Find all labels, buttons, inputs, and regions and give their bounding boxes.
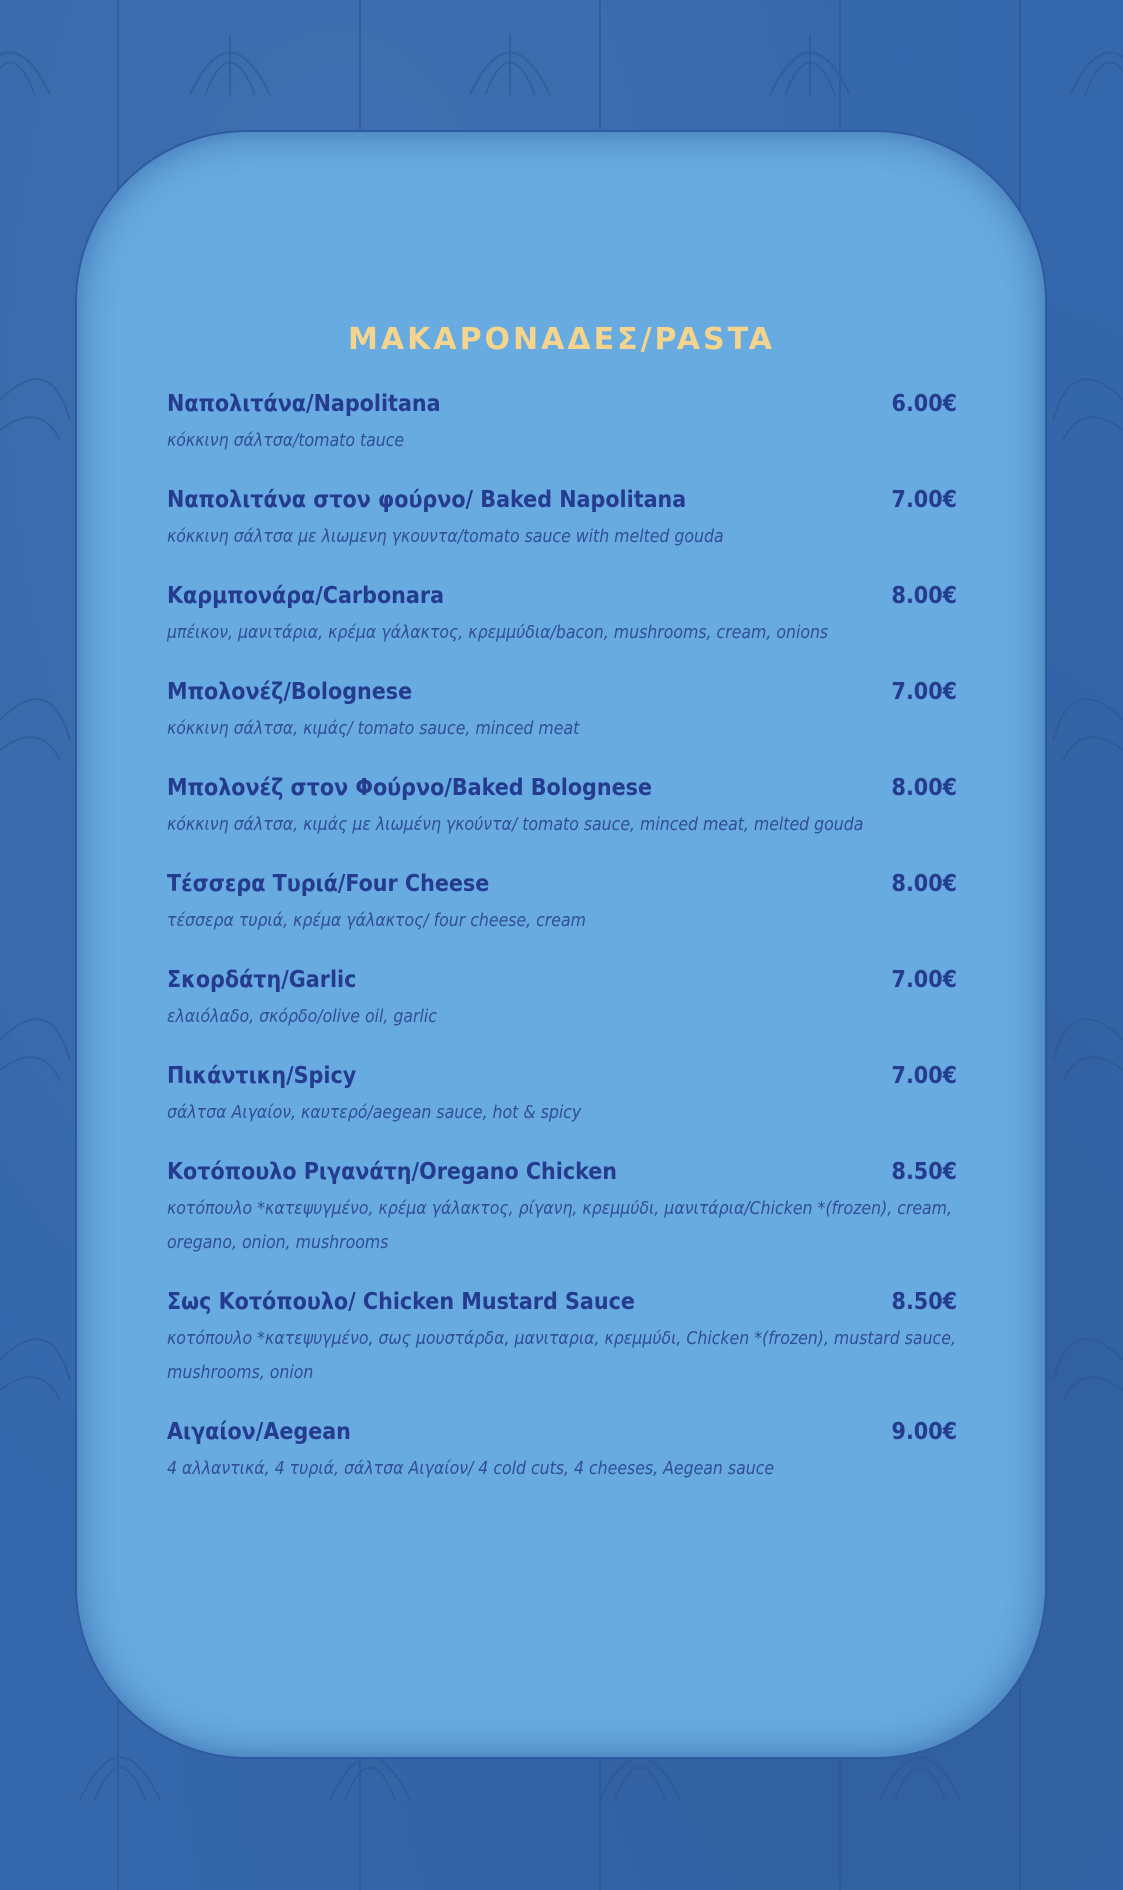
item-price: 8.50€ [891,1159,957,1185]
item-price: 8.00€ [891,775,957,801]
item-name: Κοτόπουλο Ριγανάτη/Oregano Chicken [167,1159,618,1185]
item-name: Ναπολιτάνα/Napolitana [167,391,441,417]
item-name: Σως Κοτόπουλο/ Chicken Mustard Sauce [167,1289,635,1315]
menu-item [167,480,957,554]
item-name: Τέσσερα Τυριά/Four Cheese [167,871,490,897]
menu-item [167,864,957,938]
item-description: κόκκινη σάλτσα/tomato tauce [167,431,405,451]
item-description: μπέικον, μανιτάρια, κρέμα γάλακτος, κρεμμύδια/bacon, mushrooms, cream, onions [167,623,829,643]
item-price: 9.00€ [891,1419,957,1445]
item-name: Πικάντικη/Spicy [167,1063,357,1089]
item-price: 8.50€ [891,1289,957,1315]
item-name: Αιγαίον/Aegean [167,1419,351,1445]
item-description: κοτόπουλο *κατεψυγμένο, σως μουστάρδα, μανιταρια, κρεμμύδι, Chicken *(frozen), mustard sauce, mushrooms, onion [167,1329,956,1383]
item-price: 6.00€ [891,391,957,417]
item-price: 8.00€ [891,583,957,609]
item-description: κόκκινη σάλτσα με λιωμενη γκουντα/tomato sauce with melted gouda [167,527,724,547]
menu-item [167,1282,957,1390]
item-name: Μπολονέζ/Bolognese [167,679,413,705]
item-description: τέσσερα τυριά, κρέμα γάλακτος/ four cheese, cream [167,911,586,931]
item-price: 7.00€ [891,679,957,705]
item-description: σάλτσα Αιγαίον, καυτερό/aegean sauce, hot & spicy [167,1103,582,1123]
item-description: ελαιόλαδο, σκόρδο/olive oil, garlic [167,1007,437,1027]
menu-item [167,1152,957,1260]
menu-item [167,576,957,650]
item-name: Σκορδάτη/Garlic [167,967,357,993]
menu-title: ΜΑΚΑΡΟΝΑΔΕΣ/PASTA [348,322,775,357]
item-name: Μπολονέζ στον Φούρνο/Baked Bolognese [167,775,652,801]
item-name: Ναπολιτάνα στον φούρνο/ Baked Napolitana [167,487,687,513]
item-price: 8.00€ [891,871,957,897]
menu-item [167,1412,957,1486]
menu-item [167,672,957,746]
item-description: κόκκινη σάλτσα, κιμάς/ tomato sauce, minced meat [167,719,580,739]
menu-item [167,768,957,842]
menu-items-list [167,384,957,1508]
item-price: 7.00€ [891,487,957,513]
item-price: 7.00€ [891,967,957,993]
menu-item [167,1056,957,1130]
item-description: κοτόπουλο *κατεψυγμένο, κρέμα γάλακτος, ρίγανη, κρεμμύδι, μανιτάρια/Chicken *(frozen), cream, oregano, onion, mushrooms [167,1199,953,1253]
item-description: κόκκινη σάλτσα, κιμάς με λιωμένη γκούντα/ tomato sauce, minced meat, melted gouda [167,815,864,835]
item-description: 4 αλλαντικά, 4 τυριά, σάλτσα Αιγαίον/ 4 cold cuts, 4 cheeses, Aegean sauce [167,1459,775,1479]
item-name: Καρμπονάρα/Carbonara [167,583,445,609]
item-price: 7.00€ [891,1063,957,1089]
menu-item [167,384,957,458]
menu-item [167,960,957,1034]
